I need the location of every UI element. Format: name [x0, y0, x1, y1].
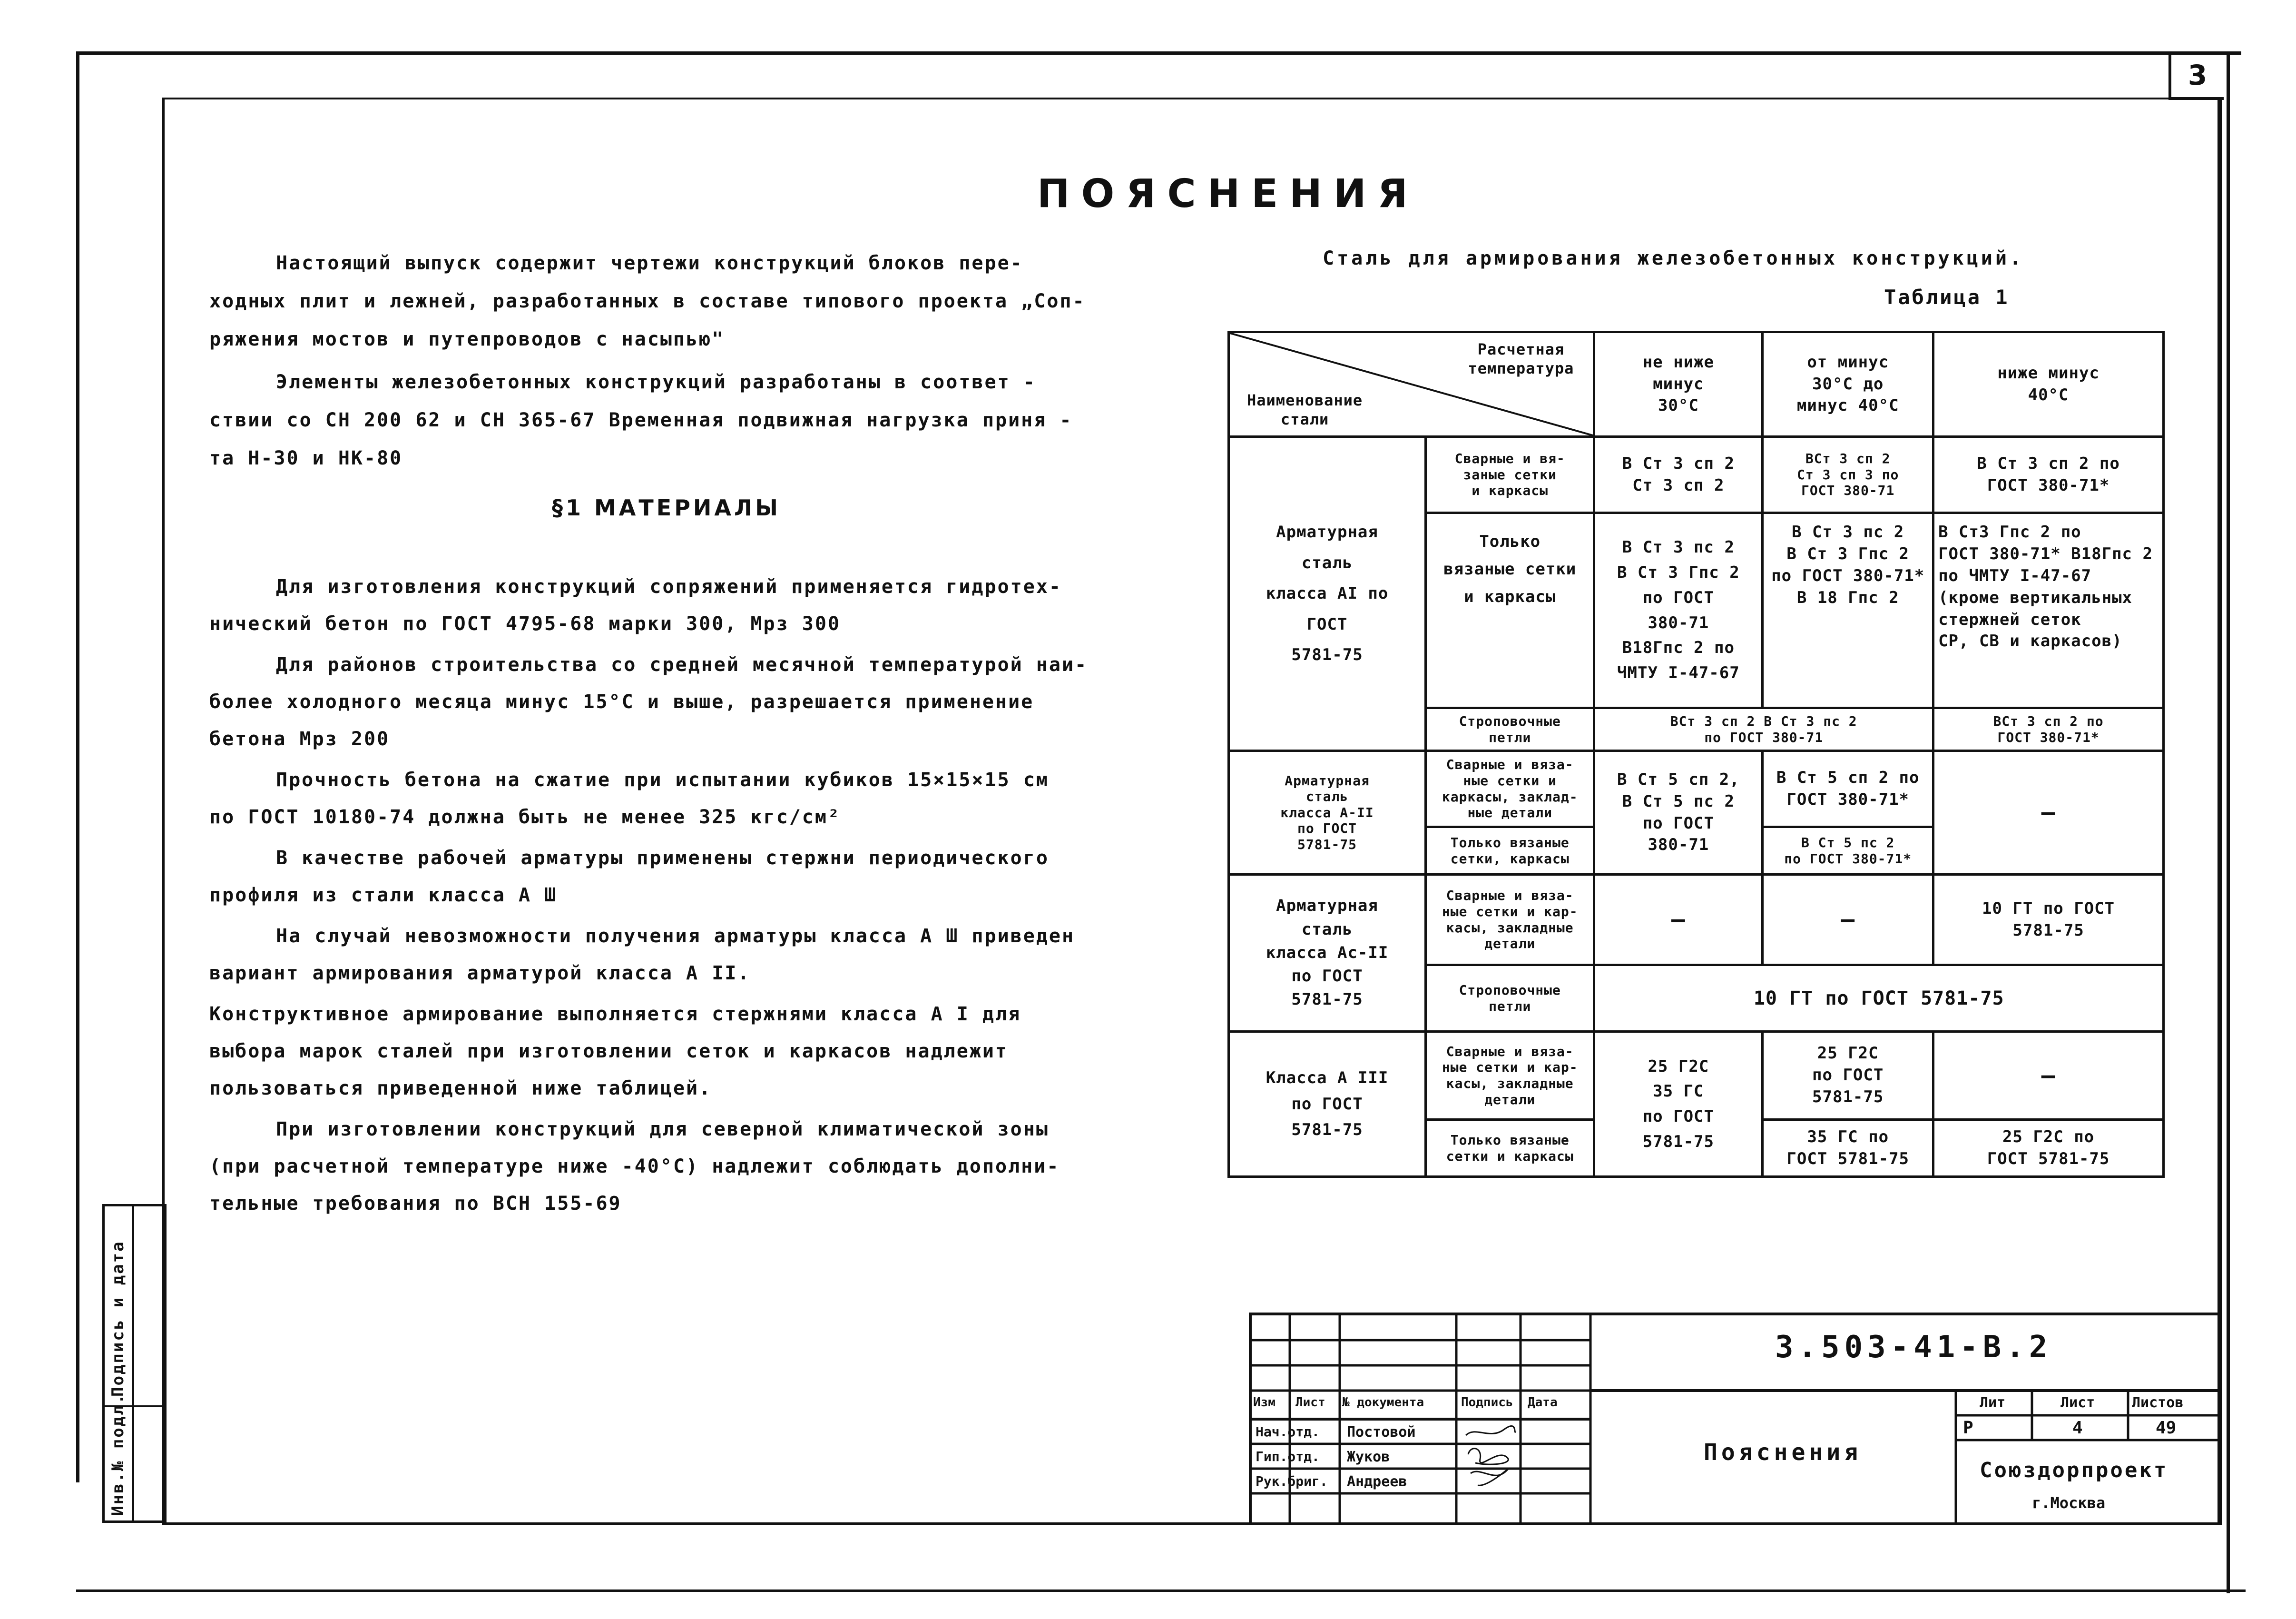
text-line: Элементы железобетонных конструкций разработаны в соответ - — [276, 371, 1036, 393]
text-line: вариант армирования арматурой класса А II. — [209, 962, 751, 984]
a1-tied-c1: В Ст 3 пс 2 В Ст 3 Гпс 2 по ГОСТ 380-71 В18Гпс 2 по ЧМТУ I-47-67 — [1594, 513, 1763, 708]
text-line: Для районов строительства со средней месячной температурой наи- — [276, 654, 1088, 676]
a1-type-welded: Сварные и вя- заные сетки и каркасы — [1426, 437, 1594, 513]
row-group-a1: Арматурная сталь класса АI по ГОСТ 5781-75 — [1229, 437, 1426, 751]
org-city: г.Москва — [2032, 1494, 2106, 1512]
a3-welded-c2: 25 Г2С по ГОСТ 5781-75 — [1763, 1032, 1933, 1120]
row-group-a3: Класса А III по ГОСТ 5781-75 — [1229, 1032, 1426, 1177]
doc-code: 3.503-41-В.2 — [1775, 1330, 2052, 1365]
row-group-ac2: Арматурная сталь класса Ас-II по ГОСТ 5781-75 — [1229, 875, 1426, 1032]
col-header-2: от минус 30°С до минус 40°С — [1763, 332, 1933, 437]
a2-welded-c2: В Ст 5 сп 2 по ГОСТ 380-71* — [1763, 751, 1933, 827]
section-title: §1 МАТЕРИАЛЫ — [552, 495, 781, 521]
inv-label: Инв.№ подл. — [108, 1392, 128, 1516]
side-stamp — [102, 1204, 167, 1523]
col-doc-no: № документа — [1342, 1395, 1424, 1410]
role-3: Рук.бриг. — [1256, 1473, 1328, 1489]
col-header-3: ниже минус 40°С — [1933, 332, 2164, 437]
text-line: выбора марок сталей при изготовлении сеток и каркасов надлежит — [209, 1040, 1009, 1062]
text-line: В качестве рабочей арматуры применены стержни периодического — [276, 847, 1049, 869]
role-2: Гип.отд. — [1256, 1449, 1320, 1464]
text-line: Конструктивное армирование выполняется стержнями класса А I для — [209, 1003, 1021, 1025]
page-number: 3 — [2168, 53, 2224, 100]
a1-welded-c2: ВСт 3 сп 2 Ст 3 сп 3 по ГОСТ 380-71 — [1763, 437, 1933, 513]
text-line: ходных плит и лежней, разработанных в составе типового проекта „Соп- — [209, 290, 1086, 312]
sheet-label: Лист — [2061, 1394, 2095, 1411]
sheets-label: Листов — [2132, 1394, 2184, 1411]
col-list: Лист — [1295, 1395, 1325, 1410]
a1-welded-c3: В Ст 3 сп 2 по ГОСТ 380-71* — [1933, 437, 2164, 513]
a1-tied-c2: В Ст 3 пс 2 В Ст 3 Гпс 2 по ГОСТ 380-71* В 18 Гпс 2 — [1763, 513, 1933, 708]
text-line: Прочность бетона на сжатие при испытании кубиков 15×15×15 см — [276, 769, 1049, 791]
a1-type-tied: Только вязаные сетки и каркасы — [1426, 513, 1594, 708]
text-line: Для изготовления конструкций сопряжений применяется гидротех- — [276, 576, 1062, 598]
sheet-value: 4 — [2072, 1418, 2083, 1438]
page-title: ПОЯСНЕНИЯ — [1037, 171, 1419, 217]
text-line: тельные требования по ВСН 155-69 — [209, 1193, 622, 1214]
text-line: по ГОСТ 10180-74 должна быть не менее 325 кгс/см² — [209, 806, 841, 828]
sign-date-label: Подпись и дата — [108, 1240, 128, 1397]
person-2: Жуков — [1347, 1449, 1390, 1465]
person-3: Андреев — [1347, 1473, 1407, 1490]
text-line: (при расчетной температуре ниже -40°С) надлежит соблюдать дополни- — [209, 1155, 1060, 1177]
a2-type-welded: Сварные и вяза- ные сетки и каркасы, заклад- ные детали — [1426, 751, 1594, 827]
ac2-lifting-c123: 10 ГТ по ГОСТ 5781-75 — [1594, 965, 2164, 1032]
ac2-type-lifting: Строповочные петли — [1426, 965, 1594, 1032]
role-1: Нач.отд. — [1256, 1424, 1320, 1440]
a1-tied-c3: В Ст3 Гпс 2 по ГОСТ 380-71* В18Гпс 2 по ЧМТУ I-47-67 (кроме вертикальных стержней сеток СР, СВ и каркасов) — [1933, 513, 2164, 708]
text-line: пользоваться приведенной ниже таблицей. — [209, 1077, 712, 1099]
text-line: нический бетон по ГОСТ 4795-68 марки 300, Мрз 300 — [209, 613, 841, 635]
lit-label: Лит — [1980, 1394, 2006, 1411]
frame-right-edge — [2227, 51, 2230, 1593]
ac2-c1: — — [1594, 875, 1763, 965]
a1-lifting-c12: ВСт 3 сп 2 В Ст 3 пс 2 по ГОСТ 380-71 — [1594, 708, 1933, 751]
lit-value: Р — [1963, 1418, 1973, 1438]
header-temp-line2: температура — [1468, 359, 1574, 377]
text-line: более холодного месяца минус 15°С и выше, разрешается применение — [209, 691, 1034, 713]
header-name-line1: Наименование — [1247, 391, 1363, 409]
sheets-value: 49 — [2156, 1418, 2177, 1438]
a1-type-lifting: Строповочные петли — [1426, 708, 1594, 751]
a1-lifting-c3: ВСт 3 сп 2 по ГОСТ 380-71* — [1933, 708, 2164, 751]
a2-type-tied: Только вязаные сетки, каркасы — [1426, 827, 1594, 875]
header-name-line2: стали — [1280, 410, 1329, 428]
steel-table — [1227, 331, 2165, 1178]
ac2-c2: — — [1763, 875, 1933, 965]
a2-c3: — — [1933, 751, 2164, 875]
col-date: Дата — [1528, 1395, 1558, 1410]
header-temp-line1: Расчетная — [1477, 340, 1565, 358]
signatures — [1461, 1421, 1518, 1492]
text-line: бетона Мрз 200 — [209, 728, 390, 750]
ac2-type-welded: Сварные и вяза- ные сетки и кар- касы, закладные детали — [1426, 875, 1594, 965]
a2-tied-c2: В Ст 5 пс 2 по ГОСТ 380-71* — [1763, 827, 1933, 875]
text-line: профиля из стали класса А Ш — [209, 884, 558, 906]
person-1: Постовой — [1347, 1424, 1416, 1441]
title-block — [1249, 1313, 2218, 1523]
header-diagonal-cell — [1229, 332, 1594, 437]
table-number: Таблица 1 — [1884, 286, 2010, 309]
row-group-a2: Арматурная сталь класса А-II по ГОСТ 5781-75 — [1229, 751, 1426, 875]
text-line: При изготовлении конструкций для северной климатической зоны — [276, 1118, 1049, 1140]
doc-title: Пояснения — [1704, 1439, 1862, 1466]
a1-welded-c1: В Ст 3 сп 2 Ст 3 сп 2 — [1594, 437, 1763, 513]
text-line: ряжения мостов и путепроводов с насыпью" — [209, 328, 725, 350]
ac2-c3: 10 ГТ по ГОСТ 5781-75 — [1933, 875, 2164, 965]
a3-welded-c3: — — [1933, 1032, 2164, 1120]
text-line: ствии со СН 200 62 и СН 365-67 Временная подвижная нагрузка приня - — [209, 409, 1073, 431]
a3-type-tied: Только вязаные сетки и каркасы — [1426, 1120, 1594, 1177]
a3-tied-c2: 35 ГС по ГОСТ 5781-75 — [1763, 1120, 1933, 1177]
table-caption: Сталь для армирования железобетонных конструкций. — [1323, 247, 2024, 269]
col-izm: Изм — [1253, 1395, 1276, 1410]
col-header-1: не ниже минус 30°С — [1594, 332, 1763, 437]
a2-c1: В Ст 5 сп 2, В Ст 5 пс 2 по ГОСТ 380-71 — [1594, 751, 1763, 875]
col-signature: Подпись — [1461, 1395, 1513, 1410]
bottom-rule — [76, 1589, 2246, 1592]
a3-tied-c3: 25 Г2С по ГОСТ 5781-75 — [1933, 1120, 2164, 1177]
text-line: та Н-30 и НК-80 — [209, 447, 403, 469]
a3-type-welded: Сварные и вяза- ные сетки и кар- касы, закладные детали — [1426, 1032, 1594, 1120]
org-name: Союздорпроект — [1980, 1458, 2168, 1482]
text-line: Настоящий выпуск содержит чертежи конструкций блоков пере- — [276, 252, 1023, 274]
a3-c1: 25 Г2С 35 ГС по ГОСТ 5781-75 — [1594, 1032, 1763, 1177]
text-line: На случай невозможности получения арматуры класса А Ш приведен — [276, 925, 1075, 947]
